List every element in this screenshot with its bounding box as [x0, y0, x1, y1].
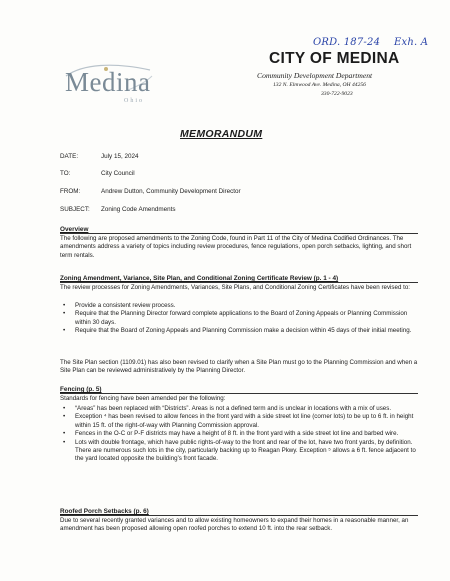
letterhead-city: CITY OF MEDINA: [269, 50, 400, 67]
list-item: • Require that the Planning Director forward complete applications to the Board of Zoning Appeals or Planning Commission within 30 days.: [60, 310, 420, 327]
logo-wordmark: Medina: [65, 67, 151, 97]
overview-text: The following are proposed amendments to the Zoning Code, found in Part 11 of the City of Medina Codified Ordinances. The amendments address a variety of topics including review procedures, fence regulations, open porch setbacks, lighting, and short term rentals.: [60, 235, 412, 259]
fencing-rule: [60, 393, 418, 394]
list-item: • Require that the Board of Zoning Appeals and Planning Commission make a decision within 45 days of their initial meeting.: [60, 327, 420, 335]
zoning-rule: [60, 282, 418, 283]
letterhead-phone: 330-722-9023: [321, 91, 353, 97]
from-value: Andrew Dutton, Community Development Director: [101, 188, 241, 195]
subject-value: Zoning Code Amendments: [101, 206, 176, 213]
list-item: • Lots with double frontage, which have public rights-of-way to the front and rear of the lot, have two front yards, by definition. There are numerous such lots in the city, particularly backing up to Reagan Pkwy. Exception ⁵ allows a 6 ft. fence adjacent to the yard located opposite the building’s front facade.: [60, 439, 420, 464]
overview-rule: [60, 233, 418, 234]
letterhead-address: 132 N. Elmwood Ave. Medina, OH 44256: [273, 82, 366, 88]
porch-text: Due to several recently granted variances and to allow existing homeowners to expand their homes in a reasonable manner, an amendment has been proposed allowing open roofed porches to extend 10 ft. into the rear setback.: [60, 517, 409, 533]
zoning-bullet-list: [60, 302, 420, 336]
to-label: TO:: [60, 170, 71, 177]
letterhead-department: Community Development Department: [257, 71, 373, 80]
from-label: FROM:: [60, 188, 81, 195]
zoning-heading: Zoning Amendment, Variance, Site Plan, and Conditional Zoning Certificate Review (p. 1 - 4): [60, 275, 339, 282]
list-item: • Fences in the O-C or P-F districts may have a height of 8 ft. in the front yard with a side street lot line and barbed wire.: [60, 430, 420, 438]
to-value: City Council: [101, 170, 135, 177]
city-logo: [58, 56, 158, 108]
fencing-bullet-list: [60, 405, 420, 464]
logo-subtitle: Ohio: [124, 98, 144, 104]
porch-heading: Roofed Porch Setbacks (p. 6): [60, 508, 149, 515]
fencing-intro: Standards for fencing have been amended per the following:: [60, 395, 226, 402]
overview-heading: Overview: [60, 226, 89, 233]
handwritten-exhibit-mark: Exh. A: [394, 37, 429, 48]
porch-rule: [60, 515, 418, 516]
subject-label: SUBJECT:: [60, 206, 90, 213]
handwritten-ordinance-number: ORD. 187-24: [313, 37, 381, 48]
zoning-closing: The Site Plan section (1109.01) has also been revised to clarify when a Site Plan must go to the Planning Commission and when a Site Plan can be reviewed administratively by the Planning Director.: [60, 359, 418, 375]
list-item: • Exception ⁴ has been revised to allow fences in the front yard with a side street lot line (corner lots) to be up to 6 ft. in height within 15 ft. of the right-of-way with Planning Commission approval.: [60, 413, 420, 430]
date-value: July 15, 2024: [101, 153, 139, 160]
list-item: • Provide a consistent review process.: [60, 302, 420, 310]
memo-title: MEMORANDUM: [180, 128, 263, 140]
zoning-intro: The review processes for Zoning Amendments, Variances, Site Plans, and Conditional Zoning Certificates have been revised to:: [60, 284, 411, 291]
fencing-heading: Fencing (p. 5): [60, 386, 102, 393]
list-item: • “Areas” has been replaced with “Districts”. Areas is not a defined term and is unclear in locations with a mix of uses.: [60, 405, 420, 413]
date-label: DATE:: [60, 153, 79, 160]
